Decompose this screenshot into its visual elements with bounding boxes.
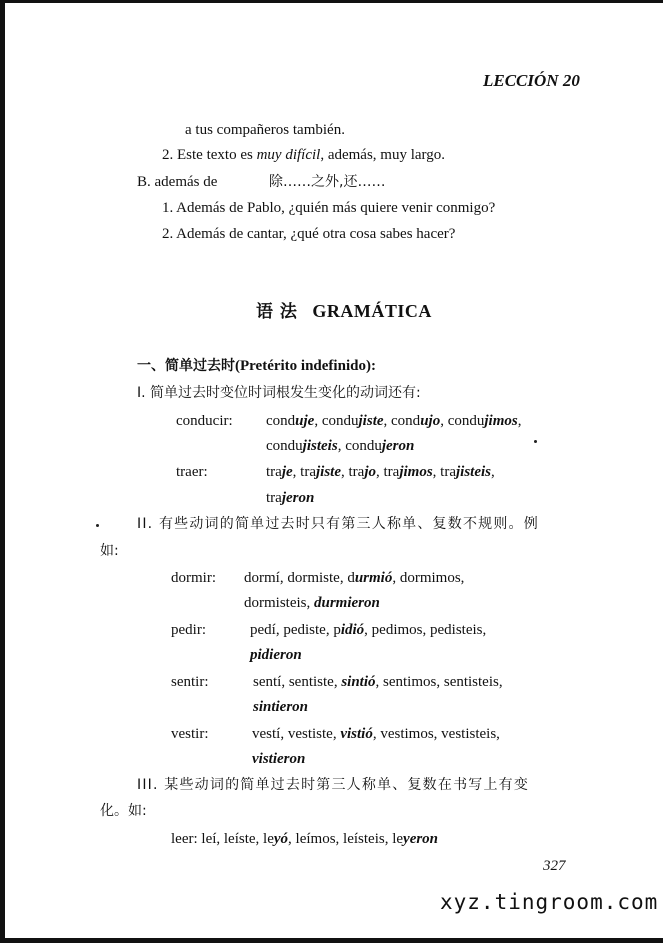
conjugation-sentir-1 bbox=[253, 673, 503, 691]
heading-1-cn: 一、简单过去时 bbox=[137, 358, 235, 374]
verb-ending: jeron bbox=[381, 438, 415, 454]
scan-border-left bbox=[0, 0, 5, 943]
item-b-label: B. además de bbox=[137, 174, 218, 190]
verb-ending: urmió bbox=[354, 570, 393, 586]
conjugation-pedir-2 bbox=[250, 646, 302, 664]
page-number: 327 bbox=[543, 858, 566, 874]
verb-ending: sintió bbox=[341, 674, 376, 690]
heading-1-es: (Pretérito indefinido): bbox=[235, 358, 376, 374]
verb-ending: jiste bbox=[315, 464, 341, 480]
plain-text: , bbox=[314, 413, 322, 429]
verb-stem: tra bbox=[440, 464, 456, 480]
verb-sentir-label: sentir: bbox=[171, 674, 209, 690]
verb-stem: tra bbox=[348, 464, 365, 480]
verb-stem: condu bbox=[266, 438, 303, 454]
scan-border-bottom bbox=[0, 938, 663, 943]
conjugation-vestir-2 bbox=[252, 750, 305, 768]
verb-pedir-label: pedir: bbox=[171, 622, 206, 638]
verb-stem: condu bbox=[321, 413, 359, 429]
verb-ending: yó bbox=[273, 831, 289, 847]
verb-ending: vistieron bbox=[252, 751, 306, 767]
text-line-5: 2. Además de cantar, ¿qué otra cosa sabes hacer? bbox=[162, 226, 456, 242]
plain-text: vestí, vestiste, bbox=[252, 726, 341, 742]
line2-prefix: 2. Este texto es bbox=[162, 147, 257, 163]
lesson-header: LECCIÓN 20 bbox=[483, 71, 580, 90]
scan-speck bbox=[96, 524, 99, 527]
section-title-es: GRAMÁTICA bbox=[312, 301, 432, 321]
text-line-1: a tus compañeros también. bbox=[185, 122, 345, 138]
scan-border-top bbox=[0, 0, 663, 3]
verb-ending: jeron bbox=[281, 490, 315, 506]
text-line-2 bbox=[162, 146, 445, 164]
verb-traer-label: traer: bbox=[176, 464, 208, 480]
conjugation-sentir-2 bbox=[253, 698, 308, 716]
verb-ending: je bbox=[281, 464, 293, 480]
section-title bbox=[256, 302, 432, 321]
conjugation-leer bbox=[171, 830, 438, 848]
plain-text: , leímos, leísteis, le bbox=[288, 831, 404, 847]
verb-dormir-label: dormir: bbox=[171, 570, 216, 586]
line2-suffix: , además, muy largo. bbox=[320, 147, 446, 163]
conjugation-conducir-1 bbox=[266, 412, 521, 430]
conjugation-traer-2 bbox=[266, 489, 314, 507]
heading-1 bbox=[137, 357, 376, 375]
text-line-4: 1. Además de Pablo, ¿quién más quiere venir conmigo? bbox=[162, 200, 496, 216]
plain-text: , bbox=[340, 464, 349, 480]
verb-stem: tra bbox=[383, 464, 400, 480]
plain-text: , bbox=[517, 413, 522, 429]
scan-speck bbox=[534, 440, 537, 443]
paragraph-2-line-2: 如: bbox=[100, 543, 119, 559]
verb-stem: tra bbox=[266, 464, 282, 480]
verb-stem: condu bbox=[447, 413, 485, 429]
plain-text: , bbox=[337, 438, 346, 454]
verb-ending: pidieron bbox=[250, 647, 302, 663]
conjugation-vestir-1 bbox=[252, 725, 500, 743]
verb-ending: yeron bbox=[403, 831, 439, 847]
section-title-cn: 语 法 bbox=[256, 302, 298, 322]
verb-ending: jimos bbox=[484, 413, 518, 429]
plain-text: , bbox=[375, 464, 384, 480]
paragraph-3-line-2: 化。如: bbox=[100, 803, 147, 819]
verb-stem: tra bbox=[266, 490, 282, 506]
verb-stem: tra bbox=[300, 464, 316, 480]
plain-text: , vestimos, vestisteis, bbox=[372, 726, 500, 742]
plain-text: sentí, sentiste, bbox=[253, 674, 342, 690]
plain-text: pedí, pediste, p bbox=[250, 622, 341, 638]
plain-text: , sentimos, sentisteis, bbox=[375, 674, 503, 690]
verb-ending: idió bbox=[340, 622, 365, 638]
verb-stem: condu bbox=[345, 438, 382, 454]
conjugation-dormir-1 bbox=[244, 569, 464, 587]
conjugation-conducir-2 bbox=[266, 437, 414, 455]
conjugation-dormir-2 bbox=[244, 594, 380, 612]
verb-stem: cond bbox=[266, 413, 296, 429]
conjugation-pedir-1 bbox=[250, 621, 486, 639]
plain-text: , pedimos, pedisteis, bbox=[364, 622, 487, 638]
verb-conducir-label: conducir: bbox=[176, 413, 233, 429]
verb-ending: uje bbox=[295, 413, 315, 429]
conjugation-traer-1 bbox=[266, 463, 495, 481]
verb-ending: vistió bbox=[340, 726, 373, 742]
paragraph-3-line-1: III. 某些动词的简单过去时第三人称单、复数在书写上有变 bbox=[137, 777, 530, 793]
item-b-chinese: 除……之外,还…… bbox=[269, 174, 386, 190]
verb-ending: jisteis bbox=[302, 438, 338, 454]
plain-text: , bbox=[383, 413, 392, 429]
verb-ending: ujo bbox=[420, 413, 441, 429]
verb-ending: durmieron bbox=[314, 595, 380, 611]
plain-text: , bbox=[292, 464, 301, 480]
verb-ending: jisteis bbox=[455, 464, 491, 480]
paragraph-1: I. 简单过去时变位时词根发生变化的动词还有: bbox=[137, 385, 421, 401]
line2-emphasis: muy difícil bbox=[256, 147, 321, 163]
plain-text: dormí, dormiste, d bbox=[244, 570, 355, 586]
verb-stem: cond bbox=[391, 413, 421, 429]
plain-text: , bbox=[432, 464, 441, 480]
plain-text: , bbox=[440, 413, 448, 429]
verb-ending: sintieron bbox=[253, 699, 309, 715]
verb-vestir-label: vestir: bbox=[171, 726, 209, 742]
plain-text: dormisteis, bbox=[244, 595, 314, 611]
plain-text: , dormimos, bbox=[392, 570, 465, 586]
verb-ending: jo bbox=[364, 464, 376, 480]
verb-ending: jimos bbox=[399, 464, 433, 480]
watermark: xyz.tingroom.com bbox=[440, 890, 659, 914]
plain-text: , bbox=[491, 464, 495, 480]
verb-ending: jiste bbox=[358, 413, 384, 429]
plain-text: leer: leí, leíste, le bbox=[171, 831, 274, 847]
paragraph-2-line-1: II. 有些动词的简单过去时只有第三人称单、复数不规则。例 bbox=[137, 516, 539, 532]
